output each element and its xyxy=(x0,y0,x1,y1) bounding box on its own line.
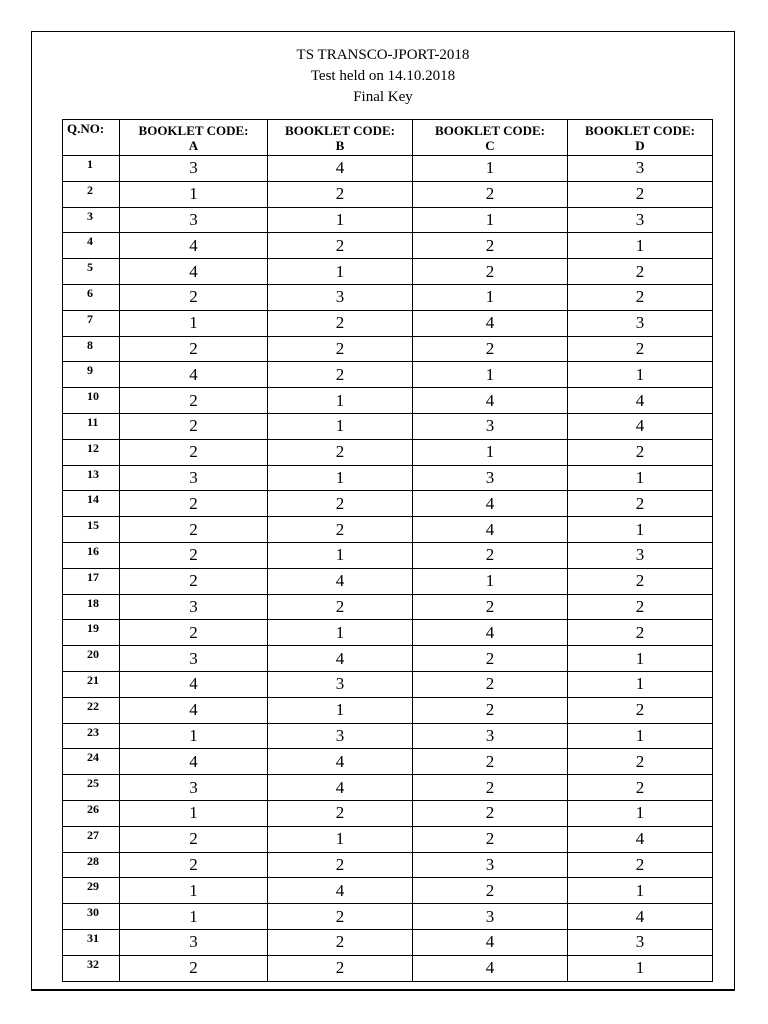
answer-booklet-b: 2 xyxy=(268,594,413,620)
answer-booklet-d: 2 xyxy=(568,336,713,362)
question-number: 19 xyxy=(63,620,120,646)
answer-booklet-b: 2 xyxy=(268,491,413,517)
question-number: 16 xyxy=(63,542,120,568)
answer-booklet-c: 1 xyxy=(413,362,568,388)
answer-booklet-d: 2 xyxy=(568,259,713,285)
answer-booklet-a: 3 xyxy=(120,646,268,672)
answer-booklet-c: 3 xyxy=(413,465,568,491)
document-title: TS TRANSCO-JPORT-2018 xyxy=(296,47,470,63)
answer-booklet-d: 3 xyxy=(568,929,713,955)
answer-booklet-d: 2 xyxy=(568,594,713,620)
table-row xyxy=(63,749,713,775)
answer-booklet-b: 2 xyxy=(268,955,413,981)
answer-booklet-b: 4 xyxy=(268,646,413,672)
question-number: 25 xyxy=(63,775,120,801)
answer-booklet-b: 4 xyxy=(268,878,413,904)
table-row xyxy=(63,878,713,904)
answer-booklet-b: 4 xyxy=(268,749,413,775)
answer-booklet-a: 2 xyxy=(120,826,268,852)
table-row xyxy=(63,491,713,517)
question-number: 27 xyxy=(63,826,120,852)
answer-booklet-d: 2 xyxy=(568,775,713,801)
answer-booklet-a: 2 xyxy=(120,413,268,439)
answer-booklet-c: 2 xyxy=(413,800,568,826)
answer-booklet-c: 2 xyxy=(413,542,568,568)
table-row xyxy=(63,594,713,620)
table-row xyxy=(63,929,713,955)
answer-booklet-b: 1 xyxy=(268,542,413,568)
answer-booklet-c: 2 xyxy=(413,259,568,285)
question-number: 15 xyxy=(63,517,120,543)
answer-booklet-b: 1 xyxy=(268,413,413,439)
answer-booklet-d: 1 xyxy=(568,955,713,981)
answer-booklet-a: 1 xyxy=(120,310,268,336)
answer-booklet-b: 1 xyxy=(268,620,413,646)
answer-booklet-b: 1 xyxy=(268,259,413,285)
answer-booklet-d: 2 xyxy=(568,697,713,723)
table-row xyxy=(63,697,713,723)
question-number: 23 xyxy=(63,723,120,749)
question-number: 14 xyxy=(63,491,120,517)
question-number: 6 xyxy=(63,284,120,310)
answer-booklet-c: 1 xyxy=(413,568,568,594)
answer-booklet-d: 1 xyxy=(568,878,713,904)
answer-booklet-c: 2 xyxy=(413,594,568,620)
answer-booklet-b: 2 xyxy=(268,904,413,930)
table-row xyxy=(63,517,713,543)
answer-booklet-b: 2 xyxy=(268,800,413,826)
table-body xyxy=(63,156,713,982)
answer-booklet-a: 4 xyxy=(120,671,268,697)
table-row xyxy=(63,800,713,826)
table-row xyxy=(63,568,713,594)
answer-booklet-d: 1 xyxy=(568,465,713,491)
answer-booklet-d: 2 xyxy=(568,491,713,517)
answer-booklet-c: 1 xyxy=(413,439,568,465)
answer-booklet-a: 2 xyxy=(120,388,268,414)
table-row xyxy=(63,542,713,568)
answer-booklet-d: 1 xyxy=(568,723,713,749)
test-date: Test held on 14.10.2018 xyxy=(310,68,456,84)
answer-booklet-a: 3 xyxy=(120,775,268,801)
answer-booklet-d: 4 xyxy=(568,826,713,852)
answer-booklet-c: 1 xyxy=(413,284,568,310)
answer-booklet-b: 1 xyxy=(268,207,413,233)
answer-booklet-a: 3 xyxy=(120,594,268,620)
question-number: 21 xyxy=(63,671,120,697)
answer-booklet-c: 2 xyxy=(413,878,568,904)
answer-booklet-c: 2 xyxy=(413,775,568,801)
answer-booklet-d: 4 xyxy=(568,388,713,414)
document-page xyxy=(31,31,735,991)
answer-booklet-a: 2 xyxy=(120,284,268,310)
answer-booklet-a: 1 xyxy=(120,904,268,930)
answer-booklet-b: 2 xyxy=(268,929,413,955)
table-row xyxy=(63,826,713,852)
table-row xyxy=(63,207,713,233)
column-header-booklet-c: BOOKLET CODE: C xyxy=(413,120,568,156)
answer-booklet-a: 4 xyxy=(120,259,268,285)
answer-booklet-c: 2 xyxy=(413,826,568,852)
table-row xyxy=(63,259,713,285)
column-header-booklet-a: BOOKLET CODE: A xyxy=(120,120,268,156)
answer-booklet-c: 2 xyxy=(413,697,568,723)
answer-booklet-c: 3 xyxy=(413,413,568,439)
question-number: 13 xyxy=(63,465,120,491)
answer-booklet-c: 3 xyxy=(413,904,568,930)
answer-booklet-b: 2 xyxy=(268,852,413,878)
question-number: 31 xyxy=(63,929,120,955)
answer-booklet-a: 2 xyxy=(120,439,268,465)
answer-booklet-d: 1 xyxy=(568,362,713,388)
answer-booklet-d: 2 xyxy=(568,568,713,594)
answer-booklet-b: 1 xyxy=(268,388,413,414)
question-number: 17 xyxy=(63,568,120,594)
table-row xyxy=(63,388,713,414)
answer-booklet-d: 2 xyxy=(568,620,713,646)
table-row xyxy=(63,775,713,801)
answer-booklet-d: 4 xyxy=(568,413,713,439)
table-row xyxy=(63,620,713,646)
answer-booklet-b: 2 xyxy=(268,517,413,543)
answer-booklet-a: 4 xyxy=(120,362,268,388)
question-number: 12 xyxy=(63,439,120,465)
answer-booklet-d: 3 xyxy=(568,207,713,233)
table-row xyxy=(63,156,713,182)
answer-booklet-b: 1 xyxy=(268,465,413,491)
answer-booklet-a: 3 xyxy=(120,929,268,955)
question-number: 2 xyxy=(63,181,120,207)
table-row xyxy=(63,284,713,310)
answer-booklet-a: 2 xyxy=(120,517,268,543)
title-block xyxy=(32,45,734,108)
answer-booklet-a: 2 xyxy=(120,568,268,594)
table-row xyxy=(63,723,713,749)
table-header-row xyxy=(63,120,713,156)
question-number: 9 xyxy=(63,362,120,388)
answer-booklet-c: 2 xyxy=(413,336,568,362)
answer-booklet-a: 2 xyxy=(120,620,268,646)
key-type: Final Key xyxy=(353,89,413,105)
question-number: 10 xyxy=(63,388,120,414)
table-row xyxy=(63,852,713,878)
answer-booklet-b: 2 xyxy=(268,233,413,259)
answer-booklet-c: 4 xyxy=(413,955,568,981)
question-number: 32 xyxy=(63,955,120,981)
question-number: 30 xyxy=(63,904,120,930)
question-number: 18 xyxy=(63,594,120,620)
column-header-booklet-d: BOOKLET CODE: D xyxy=(568,120,713,156)
question-number: 20 xyxy=(63,646,120,672)
answer-booklet-b: 2 xyxy=(268,310,413,336)
question-number: 28 xyxy=(63,852,120,878)
answer-booklet-b: 4 xyxy=(268,156,413,182)
answer-booklet-b: 4 xyxy=(268,775,413,801)
answer-booklet-d: 2 xyxy=(568,852,713,878)
answer-booklet-c: 3 xyxy=(413,723,568,749)
answer-booklet-d: 1 xyxy=(568,800,713,826)
answer-booklet-a: 4 xyxy=(120,697,268,723)
answer-booklet-a: 2 xyxy=(120,852,268,878)
answer-booklet-d: 1 xyxy=(568,233,713,259)
answer-booklet-b: 3 xyxy=(268,671,413,697)
answer-booklet-a: 2 xyxy=(120,336,268,362)
question-number: 8 xyxy=(63,336,120,362)
answer-booklet-d: 1 xyxy=(568,671,713,697)
answer-booklet-c: 4 xyxy=(413,491,568,517)
question-number: 29 xyxy=(63,878,120,904)
answer-booklet-c: 3 xyxy=(413,852,568,878)
answer-booklet-a: 4 xyxy=(120,233,268,259)
answer-booklet-b: 4 xyxy=(268,568,413,594)
answer-booklet-a: 2 xyxy=(120,491,268,517)
question-number: 22 xyxy=(63,697,120,723)
answer-booklet-b: 3 xyxy=(268,723,413,749)
answer-booklet-c: 4 xyxy=(413,388,568,414)
question-number: 11 xyxy=(63,413,120,439)
question-number: 5 xyxy=(63,259,120,285)
answer-booklet-b: 2 xyxy=(268,181,413,207)
question-number: 4 xyxy=(63,233,120,259)
answer-booklet-d: 3 xyxy=(568,156,713,182)
answer-booklet-b: 3 xyxy=(268,284,413,310)
answer-key-table xyxy=(62,119,713,982)
table-row xyxy=(63,310,713,336)
answer-booklet-d: 2 xyxy=(568,439,713,465)
question-number: 3 xyxy=(63,207,120,233)
table-row xyxy=(63,646,713,672)
answer-booklet-d: 2 xyxy=(568,749,713,775)
table-row xyxy=(63,413,713,439)
answer-booklet-b: 1 xyxy=(268,826,413,852)
answer-booklet-a: 2 xyxy=(120,542,268,568)
table-row xyxy=(63,671,713,697)
table-row xyxy=(63,904,713,930)
answer-booklet-d: 3 xyxy=(568,310,713,336)
answer-booklet-a: 2 xyxy=(120,955,268,981)
answer-booklet-c: 4 xyxy=(413,310,568,336)
answer-booklet-a: 1 xyxy=(120,181,268,207)
answer-booklet-d: 2 xyxy=(568,284,713,310)
answer-booklet-c: 2 xyxy=(413,749,568,775)
table-row xyxy=(63,465,713,491)
answer-booklet-a: 3 xyxy=(120,156,268,182)
table-row xyxy=(63,181,713,207)
answer-booklet-c: 4 xyxy=(413,517,568,543)
question-number: 24 xyxy=(63,749,120,775)
answer-booklet-d: 3 xyxy=(568,542,713,568)
answer-booklet-a: 1 xyxy=(120,878,268,904)
table-row xyxy=(63,362,713,388)
answer-booklet-c: 1 xyxy=(413,207,568,233)
question-number: 26 xyxy=(63,800,120,826)
answer-booklet-a: 3 xyxy=(120,207,268,233)
column-header-qno: Q.NO: xyxy=(63,120,120,156)
answer-booklet-b: 2 xyxy=(268,439,413,465)
table-row xyxy=(63,233,713,259)
table-row xyxy=(63,439,713,465)
answer-booklet-b: 2 xyxy=(268,362,413,388)
answer-booklet-c: 4 xyxy=(413,620,568,646)
question-number: 7 xyxy=(63,310,120,336)
answer-booklet-c: 4 xyxy=(413,929,568,955)
answer-booklet-a: 4 xyxy=(120,749,268,775)
answer-booklet-a: 3 xyxy=(120,465,268,491)
answer-booklet-d: 4 xyxy=(568,904,713,930)
answer-booklet-c: 2 xyxy=(413,671,568,697)
question-number: 1 xyxy=(63,156,120,182)
column-header-booklet-b: BOOKLET CODE: B xyxy=(268,120,413,156)
answer-booklet-c: 2 xyxy=(413,646,568,672)
answer-booklet-a: 1 xyxy=(120,723,268,749)
table-row xyxy=(63,336,713,362)
answer-booklet-a: 1 xyxy=(120,800,268,826)
answer-booklet-b: 1 xyxy=(268,697,413,723)
answer-booklet-d: 1 xyxy=(568,517,713,543)
answer-booklet-d: 2 xyxy=(568,181,713,207)
answer-booklet-b: 2 xyxy=(268,336,413,362)
answer-booklet-c: 1 xyxy=(413,156,568,182)
answer-booklet-c: 2 xyxy=(413,181,568,207)
answer-booklet-d: 1 xyxy=(568,646,713,672)
answer-booklet-c: 2 xyxy=(413,233,568,259)
table-row xyxy=(63,955,713,981)
